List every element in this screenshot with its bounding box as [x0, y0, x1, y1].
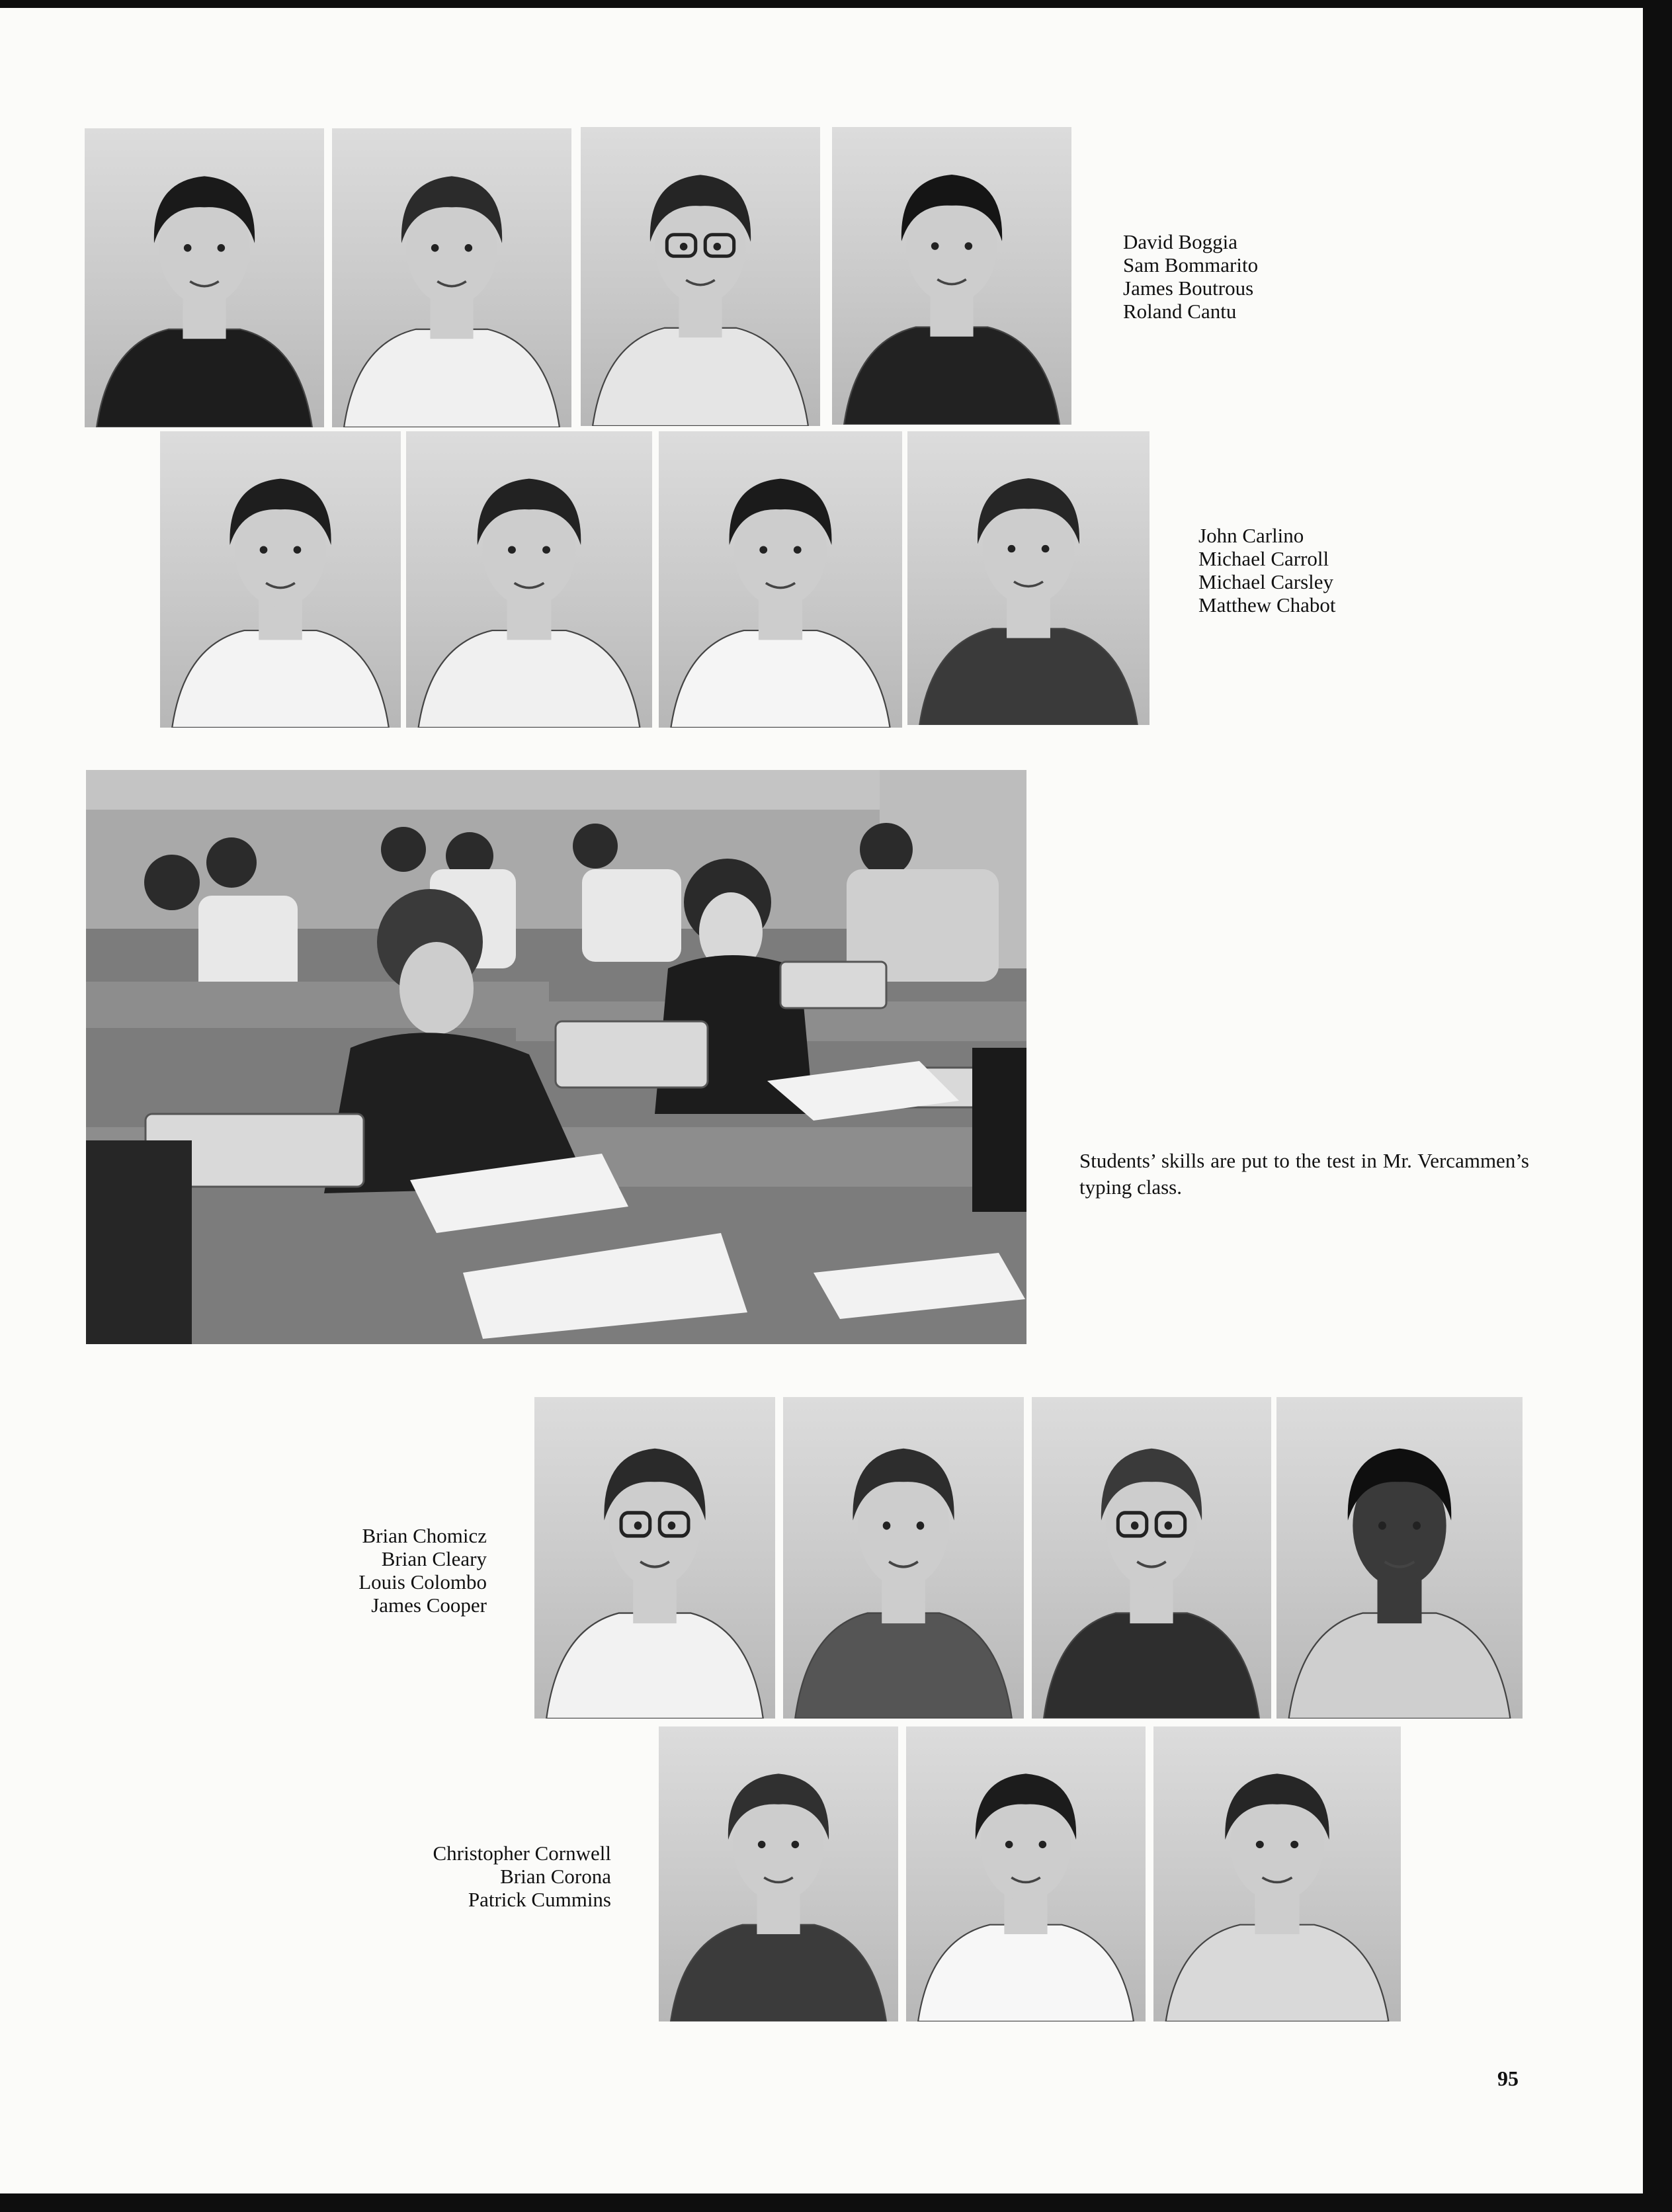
student-name: Roland Cantu [1123, 300, 1237, 323]
student-name: Louis Colombo [358, 1570, 487, 1594]
student-name: Sam Bommarito [1123, 253, 1259, 276]
student-portrait [659, 1726, 898, 2021]
student-name: John Carlino [1198, 524, 1304, 547]
yearbook-page [0, 8, 1643, 2193]
student-portrait [534, 1397, 775, 1719]
student-name: Michael Carroll [1198, 547, 1329, 570]
student-portrait [907, 431, 1150, 725]
student-portrait [332, 128, 571, 427]
student-name: James Boutrous [1123, 276, 1254, 300]
row-1-caption [1123, 230, 1258, 323]
student-portrait [85, 128, 324, 427]
student-name: Brian Corona [500, 1865, 611, 1888]
student-name: Brian Chomicz [362, 1524, 487, 1547]
student-name: Christopher Cornwell [433, 1842, 611, 1865]
student-portrait [832, 127, 1071, 425]
student-portrait [659, 431, 902, 728]
student-name: Michael Carsley [1198, 570, 1334, 593]
student-portrait [581, 127, 820, 426]
student-portrait [1276, 1397, 1523, 1719]
student-name: Patrick Cummins [468, 1888, 611, 1911]
student-portrait [406, 431, 652, 728]
student-portrait [783, 1397, 1024, 1719]
student-name: David Boggia [1123, 230, 1238, 253]
student-portrait [906, 1726, 1146, 2021]
student-portrait [160, 431, 401, 728]
student-portrait [1153, 1726, 1401, 2021]
student-name: James Cooper [371, 1594, 487, 1617]
student-portrait [1032, 1397, 1271, 1719]
row-2-caption [1198, 524, 1336, 617]
row-4-caption [370, 1842, 611, 1911]
page-number: 95 [1497, 2066, 1519, 2090]
student-name: Matthew Chabot [1198, 593, 1336, 617]
typing-class-photo [86, 770, 1026, 1344]
group-photo-caption: Students’ skills are put to the test in Mr. Vercammen’s typing class. [1079, 1149, 1529, 1199]
row-3-caption [311, 1524, 487, 1617]
student-name: Brian Cleary [381, 1547, 487, 1570]
